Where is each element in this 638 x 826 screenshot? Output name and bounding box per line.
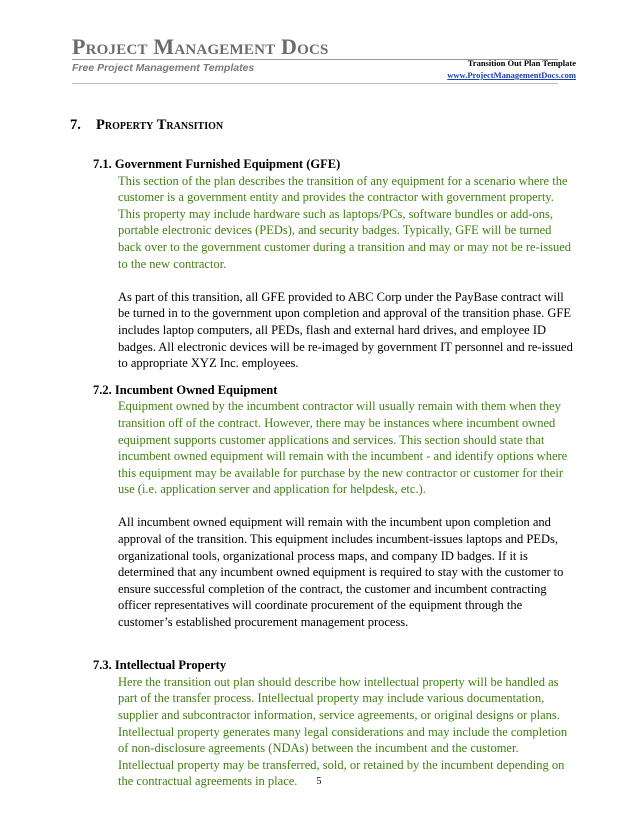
website-link[interactable]: www.ProjectManagementDocs.com: [447, 70, 576, 80]
page-header: [447, 57, 576, 81]
guidance-text: Here the transition out plan should describe how intellectual property will be handled as part of the transfer process. Intellectual property may include various documentation, supplier and subcontractor information, service agreements, or original designs or plans. Intellectual property generates many legal considerations and may include the completion of non-disclosure agreements (NDAs) between the incumbent and the customer. Intellectual property may be transferred, sold, or retained by the incumbent depending on the contractual agreements in place.: [118, 674, 568, 789]
section-number: 7.: [70, 117, 81, 133]
company-logo: [72, 36, 329, 75]
document-body: [93, 156, 573, 800]
document-title: Transition Out Plan Template: [467, 58, 576, 68]
subsection-heading: 7.2. Incumbent Owned Equipment: [93, 382, 278, 397]
logo-subtitle: Free Project Management Templates: [72, 62, 255, 74]
body-text: All incumbent owned equipment will remain with the incumbent upon completion and approval of the transition. This equipment includes incumbent-issues laptops and PEDs, organizational tools, organizational process maps, and company ID badges. If it is determined that any incumbent owned equipment is required to stay with the customer to ensure successful completion of the contract, the customer and incumbent contracting officer representatives will coordinate procurement of the equipment through the customer’s established procurement management process.: [118, 515, 564, 630]
subsection-gfe: [93, 156, 573, 372]
body-text: As part of this transition, all GFE provided to ABC Corp under the PayBase contract will be turned in to the government upon completion and approval of the transition phase. GFE includes laptop computers, all PEDs, flash and external hard drives, and employee ID badges. All electronic devices will be re-imaged by government IT personnel and re-issued to appropriate XYZ Inc. employees.: [118, 289, 573, 371]
page-number: 5: [316, 776, 322, 787]
guidance-text: Equipment owned by the incumbent contractor will usually remain with them when they transition off of the contract. However, there may be instances where incumbent owned equipment supports customer applications and services. This section should state that incumbent owned equipment will remain with the incumbent - and identify options where this equipment may be available for purchase by the new contractor or customer for their use (i.e. application server and application for helpdesk, etc.).: [118, 399, 568, 497]
subsection-heading: 7.1. Government Furnished Equipment (GFE): [93, 157, 341, 171]
subsection-intellectual-property: [93, 657, 573, 790]
guidance-text: This section of the plan describes the transition of any equipment for a scenario where the customer is a government entity and provides the contractor with government property. This property may include hardware such as laptops/PCs, software bundles or add-ons, portable electronic devices (PEDs), and security badges. Typically, GFE will be turned back over to the government customer during a transition and may or may not be re-issued to the new contractor.: [118, 173, 571, 271]
section-heading: [70, 117, 223, 134]
logo-title: Project Management Docs: [72, 34, 329, 59]
subsection-incumbent-equipment: [93, 382, 573, 631]
subsection-heading: 7.3. Intellectual Property: [93, 658, 227, 673]
header-divider: [72, 83, 558, 84]
section-title: Property Transition: [96, 117, 224, 133]
